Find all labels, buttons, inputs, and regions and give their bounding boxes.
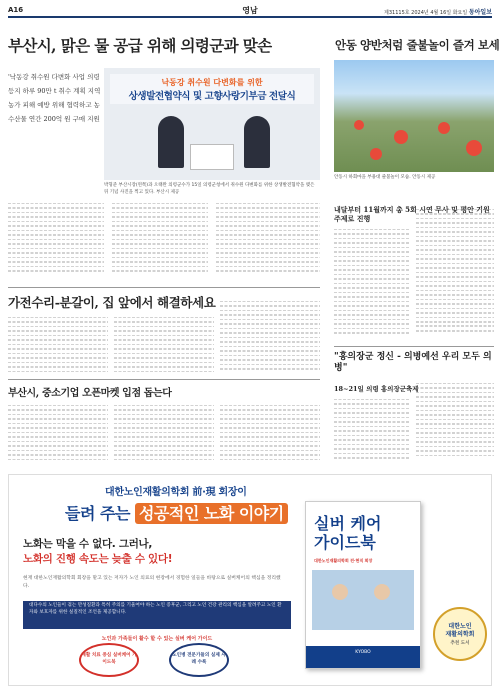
headline-article1: 부산시, 맑은 물 공급 위해 의령군과 맞손	[8, 36, 272, 55]
ad-info-bar: 대다수의 노인들이 겪는 만성질환과 특히 주의를 기울여야 하는 노인 증후군, 그리고 노인 건강 관리의 핵심을 알려주고 노인 환자와 보호자를 위한 실질적인 조언을 제공합니다.	[23, 601, 291, 629]
subhead-article5: 18~21일 의령 홍의장군축제	[334, 385, 419, 393]
body-text-article3-col3	[220, 298, 320, 378]
ad-description: 현재 대한노인재활의학회 회장을 맡고 있는 저자가 노인 의료의 현장에서 경험한 일들을 바탕으로 실버케어의 핵심을 정리했다.	[23, 576, 281, 589]
author-face	[374, 584, 390, 600]
book-cover	[305, 501, 421, 669]
body-text-article4-col3	[220, 402, 320, 468]
page-header	[8, 4, 492, 18]
event-banner: 낙동강 취수원 다변화를 위한 상생발전협약식 및 고향사랑기부금 전달식	[110, 74, 314, 104]
photo-fire-festival	[334, 60, 494, 172]
body-text-article5-col1	[334, 396, 410, 468]
book-publisher: KYOBO	[306, 646, 420, 668]
ad-title-line1: 대한노인재활의학회 前·現 회장이	[105, 487, 247, 498]
ad-feature-badge: 노인병 전문가들의 실제 사례 수록	[169, 643, 229, 677]
person-figure	[244, 116, 270, 168]
recommendation-seal: 대한노인 재활의학회 추천 도서	[433, 607, 487, 661]
flower-decoration	[354, 120, 364, 130]
body-text-article3-col2	[114, 314, 214, 378]
flower-decoration	[466, 140, 482, 156]
flower-decoration	[370, 148, 382, 160]
divider	[334, 346, 494, 347]
signed-agreement	[190, 144, 234, 170]
flower-decoration	[438, 122, 450, 134]
body-text-article2-col1	[334, 226, 410, 344]
headline-article2: 안동 양반처럼 줄불놀이 즐겨 보세	[335, 38, 500, 52]
body-text-article1-col1	[8, 200, 104, 278]
divider	[8, 287, 320, 288]
issue-info: 제31115호 2024년 4월 16일 화요일 동아일보	[384, 9, 492, 16]
divider	[8, 379, 320, 380]
book-title: 실버 케어 가이드북	[314, 514, 382, 552]
ad-footer-text: 노인과 가족들이 활수 할 수 있는 실버 케어 가이드	[101, 636, 213, 642]
body-text-article5-col2	[416, 380, 494, 468]
headline-article5: "홍의장군 정신 - 의병예선 우리 모두 의병"	[334, 352, 492, 373]
lead-article1: '낙동강 취수원 다변화 사업 의령 등지 하루 90만 t 취수 계획 지역 농가 피해 예방 위해 협력하고 농수산물 연간 200억 원 구매 지원	[8, 73, 101, 123]
photo-caption-article2: 안동시 하회마을 부용대 줄불놀이 모습. 안동시 제공	[334, 175, 436, 180]
flower-decoration	[394, 130, 408, 144]
body-text-article2-col2	[416, 206, 494, 344]
photo-signing-ceremony	[104, 68, 320, 180]
headline-article4: 부산시, 중소기업 오픈마켓 입점 돕는다	[8, 388, 172, 399]
author-face	[332, 584, 348, 600]
book-cover-photo	[312, 570, 414, 630]
body-text-article4-col1	[8, 402, 108, 468]
ad-title-line2: 들려 주는 성공적인 노화 이야기	[65, 501, 288, 524]
ad-feature-badge: 재활 치료 중심 실버케어 가이드북	[79, 643, 139, 677]
headline-article3: 가전수리-분갈이, 집 앞에서 해결하세요	[8, 295, 216, 310]
body-text-article1-col3	[216, 200, 320, 278]
body-text-article4-col2	[114, 402, 214, 468]
body-text-article3-col1	[8, 314, 108, 378]
person-figure	[158, 116, 184, 168]
book-subtitle: 대한노인재활의학회 전·현직 회장	[314, 558, 373, 563]
subhead-article2: 내달부터 11월까지 총 5회 시연 무사 및 평안 기원 주제로 진행	[334, 205, 490, 223]
photo-caption-article1: 박형준 부산시장(왼쪽)과 오태완 의령군수가 15일 의령군청에서 취수원 다변화를 위한 상생발전협약을 맺은 뒤 기념 사진을 찍고 있다. 부산시 제공	[104, 183, 315, 195]
section-name: 영남	[242, 6, 258, 15]
paper-name: 동아일보	[468, 9, 492, 16]
body-text-article1-col2	[112, 200, 208, 278]
ad-tagline: 노화는 막을 수 없다. 그러나, 노화의 진행 속도는 늦출 수 있다!	[23, 538, 173, 565]
page-number: A16	[8, 6, 24, 14]
book-advertisement	[8, 474, 492, 686]
